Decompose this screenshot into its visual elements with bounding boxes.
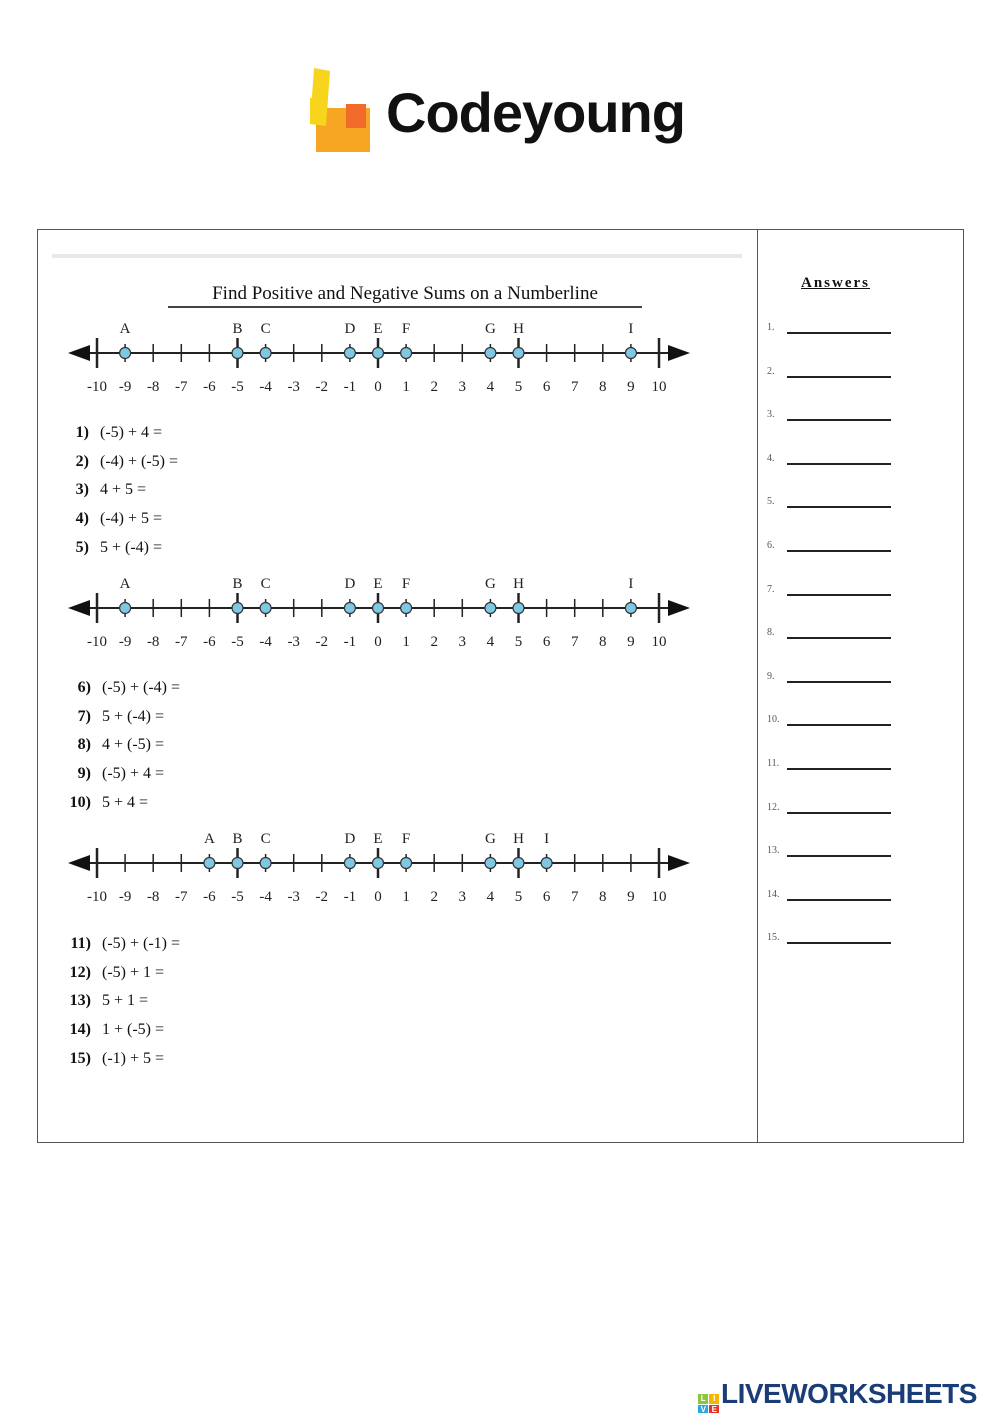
point-marker bbox=[401, 603, 412, 614]
problem-number: 13) bbox=[69, 992, 91, 1010]
tick-label: -9 bbox=[118, 889, 132, 905]
problem bbox=[64, 736, 164, 754]
problem bbox=[64, 424, 162, 442]
tick-label: -1 bbox=[343, 889, 357, 905]
tick-label: 7 bbox=[570, 634, 579, 650]
codeyoung-logo bbox=[308, 68, 698, 168]
answer-number: 2. bbox=[767, 365, 775, 377]
tick-label: -10 bbox=[87, 379, 107, 395]
problem-number: 14) bbox=[69, 1021, 91, 1039]
problem-number: 12) bbox=[69, 963, 91, 981]
point-label: I bbox=[628, 576, 634, 592]
answer-number: 3. bbox=[767, 409, 775, 421]
codeyoung-logo-text: Codeyoung bbox=[386, 81, 685, 144]
tick-label: -4 bbox=[259, 634, 272, 650]
answer-number: 8. bbox=[767, 627, 775, 639]
point-label: A bbox=[203, 831, 215, 847]
point-marker bbox=[513, 858, 524, 869]
answer-number: 7. bbox=[767, 583, 775, 595]
tick-label: -10 bbox=[87, 634, 107, 650]
point-label: B bbox=[232, 321, 243, 337]
tick-label: -7 bbox=[175, 634, 188, 650]
answer-number: 14. bbox=[767, 888, 780, 900]
problem-expression: 4 + 5 = bbox=[100, 481, 147, 499]
answer-row bbox=[767, 845, 897, 865]
point-marker bbox=[120, 603, 131, 614]
tick-label: -2 bbox=[315, 379, 329, 395]
point-marker bbox=[232, 858, 243, 869]
tick-label: -3 bbox=[287, 379, 300, 395]
point-label: G bbox=[484, 576, 496, 592]
answer-row bbox=[767, 453, 897, 473]
answer-row bbox=[767, 714, 897, 734]
problem-number: 4) bbox=[75, 510, 89, 528]
problem-number: 11) bbox=[70, 935, 91, 952]
number-line bbox=[0, 820, 757, 910]
arrow-left-icon bbox=[68, 855, 90, 871]
tick-label: -3 bbox=[287, 889, 300, 905]
answer-row bbox=[767, 932, 897, 952]
answer-number: 13. bbox=[767, 845, 780, 857]
problem bbox=[64, 992, 148, 1010]
arrow-right-icon bbox=[668, 600, 690, 616]
point-label: C bbox=[260, 321, 271, 337]
answer-number: 12. bbox=[767, 801, 780, 813]
problem-expression: (-4) + (-5) = bbox=[100, 452, 179, 470]
tick-label: -1 bbox=[343, 379, 357, 395]
codeyoung-logo-icon bbox=[308, 68, 370, 152]
point-marker bbox=[373, 348, 384, 359]
answer-blank[interactable] bbox=[787, 812, 891, 814]
tick-label: 5 bbox=[514, 889, 523, 905]
point-label: C bbox=[260, 831, 271, 847]
answers-heading: Answers bbox=[801, 275, 870, 291]
problem-number: 9) bbox=[77, 765, 91, 783]
tick-label: 0 bbox=[374, 379, 382, 395]
tick-label: -5 bbox=[231, 634, 244, 650]
number-line bbox=[0, 565, 757, 655]
tick-label: 9 bbox=[627, 889, 635, 905]
point-marker bbox=[232, 603, 243, 614]
answer-blank[interactable] bbox=[787, 419, 891, 421]
point-marker bbox=[541, 858, 552, 869]
tick-label: 9 bbox=[627, 379, 635, 395]
answer-blank[interactable] bbox=[787, 463, 891, 465]
problem-number: 15) bbox=[69, 1049, 91, 1067]
tick-label: 6 bbox=[542, 634, 551, 650]
point-label: B bbox=[232, 576, 243, 592]
tick-label: -6 bbox=[203, 889, 216, 905]
tick-label: 10 bbox=[651, 634, 667, 650]
tick-label: 5 bbox=[514, 379, 523, 395]
tick-label: 2 bbox=[430, 379, 438, 395]
point-label: F bbox=[401, 321, 411, 337]
point-label: D bbox=[344, 576, 356, 592]
number-line bbox=[0, 310, 757, 400]
tick-label: -2 bbox=[315, 889, 329, 905]
tick-label: 0 bbox=[374, 634, 382, 650]
point-marker bbox=[625, 348, 636, 359]
problem-expression: (-5) + (-4) = bbox=[102, 679, 181, 696]
point-marker bbox=[232, 348, 243, 359]
tick-label: 7 bbox=[570, 379, 579, 395]
problem-number: 8) bbox=[77, 736, 91, 754]
tick-label: 10 bbox=[651, 379, 667, 395]
point-label: F bbox=[401, 576, 411, 592]
answer-blank[interactable] bbox=[787, 637, 891, 639]
point-label: E bbox=[373, 576, 383, 592]
tick-label: -8 bbox=[146, 379, 160, 395]
answer-blank[interactable] bbox=[787, 855, 891, 857]
answer-row bbox=[767, 366, 897, 386]
tick-label: -7 bbox=[175, 889, 188, 905]
tick-label: -9 bbox=[118, 634, 132, 650]
problem-number: 1) bbox=[75, 424, 89, 441]
answer-row bbox=[767, 889, 897, 909]
point-marker bbox=[401, 858, 412, 869]
tick-label: 1 bbox=[402, 634, 410, 650]
answer-row bbox=[767, 322, 897, 342]
tick-label: 5 bbox=[514, 634, 523, 650]
point-label: E bbox=[373, 321, 383, 337]
problem-expression: (-5) + 4 = bbox=[102, 765, 165, 783]
answer-blank[interactable] bbox=[787, 899, 891, 901]
problem-expression: (-5) + 1 = bbox=[102, 963, 165, 981]
problem-number: 7) bbox=[77, 707, 91, 725]
point-marker bbox=[485, 348, 496, 359]
tick-label: 1 bbox=[402, 379, 410, 395]
point-marker bbox=[513, 348, 524, 359]
tick-label: 2 bbox=[430, 889, 438, 905]
answer-blank[interactable] bbox=[787, 594, 891, 596]
arrow-left-icon bbox=[68, 600, 90, 616]
problem-number: 6) bbox=[77, 679, 91, 696]
liveworksheets-text: LIVEWORKSHEETS bbox=[721, 1378, 977, 1409]
problem bbox=[64, 510, 162, 528]
answer-blank[interactable] bbox=[787, 768, 891, 770]
problem-expression: 4 + (-5) = bbox=[102, 736, 165, 754]
problem-expression: (-1) + 5 = bbox=[102, 1049, 165, 1067]
liveworksheets-badge-icon: L I V E bbox=[698, 1394, 719, 1413]
answer-blank[interactable] bbox=[787, 942, 891, 944]
point-label: E bbox=[373, 831, 383, 847]
point-label: D bbox=[344, 831, 356, 847]
problem bbox=[64, 964, 164, 982]
point-marker bbox=[401, 348, 412, 359]
point-label: I bbox=[544, 831, 550, 847]
problem bbox=[64, 1050, 164, 1068]
tick-label: -4 bbox=[259, 889, 272, 905]
problem bbox=[64, 481, 146, 499]
point-marker bbox=[344, 603, 355, 614]
tick-label: 3 bbox=[458, 889, 467, 905]
tick-label: -6 bbox=[203, 379, 216, 395]
tick-label: 4 bbox=[486, 889, 495, 905]
answer-blank[interactable] bbox=[787, 681, 891, 683]
answer-row bbox=[767, 671, 897, 691]
tick-label: 3 bbox=[458, 634, 467, 650]
answer-row bbox=[767, 540, 897, 560]
point-marker bbox=[260, 858, 271, 869]
point-marker bbox=[373, 603, 384, 614]
problem bbox=[64, 539, 162, 557]
problem-expression: (-4) + 5 = bbox=[100, 510, 163, 528]
answer-blank[interactable] bbox=[787, 506, 891, 508]
tick-label: -5 bbox=[231, 379, 244, 395]
point-label: H bbox=[513, 576, 524, 592]
tick-label: -10 bbox=[87, 889, 107, 905]
answer-row bbox=[767, 584, 897, 604]
tick-label: 0 bbox=[374, 889, 382, 905]
point-label: A bbox=[119, 576, 131, 592]
problem bbox=[64, 794, 148, 812]
tick-label: -1 bbox=[343, 634, 357, 650]
point-marker bbox=[344, 858, 355, 869]
tick-label: -3 bbox=[287, 634, 300, 650]
tick-label: -2 bbox=[315, 634, 329, 650]
tick-label: -5 bbox=[231, 889, 244, 905]
point-marker bbox=[485, 858, 496, 869]
worksheet-title: Find Positive and Negative Sums on a Numberline bbox=[168, 283, 642, 308]
point-label: D bbox=[344, 321, 356, 337]
problem bbox=[64, 765, 164, 783]
point-marker bbox=[344, 348, 355, 359]
problem bbox=[64, 453, 178, 471]
problem-number: 2) bbox=[75, 452, 89, 470]
liveworksheets-logo bbox=[698, 1378, 977, 1413]
problem bbox=[64, 708, 164, 726]
tick-label: -7 bbox=[175, 379, 188, 395]
arrow-left-icon bbox=[68, 345, 90, 361]
point-marker bbox=[485, 603, 496, 614]
problem-expression: (-5) + (-1) = bbox=[102, 935, 181, 952]
problem bbox=[64, 679, 180, 697]
answer-number: 6. bbox=[767, 540, 775, 551]
point-marker bbox=[260, 348, 271, 359]
tick-label: 10 bbox=[651, 889, 667, 905]
tick-label: 2 bbox=[430, 634, 438, 650]
problem-expression: 5 + (-4) = bbox=[100, 538, 163, 556]
tick-label: -8 bbox=[146, 634, 160, 650]
tick-label: -8 bbox=[146, 889, 160, 905]
scan-edge bbox=[52, 254, 742, 258]
tick-label: 3 bbox=[458, 379, 467, 395]
point-label: G bbox=[484, 831, 496, 847]
answer-row bbox=[767, 496, 897, 516]
answer-number: 5. bbox=[767, 496, 775, 508]
tick-label: 9 bbox=[627, 634, 635, 650]
tick-label: 8 bbox=[599, 634, 607, 650]
answer-row bbox=[767, 409, 897, 429]
point-marker bbox=[513, 603, 524, 614]
point-label: B bbox=[232, 831, 243, 847]
answer-row bbox=[767, 627, 897, 647]
answer-number: 10. bbox=[767, 714, 780, 726]
point-label: F bbox=[401, 831, 411, 847]
point-marker bbox=[260, 603, 271, 614]
problem-expression: 1 + (-5) = bbox=[102, 1021, 165, 1039]
answer-number: 4. bbox=[767, 452, 775, 464]
point-label: H bbox=[513, 831, 524, 847]
point-marker bbox=[120, 348, 131, 359]
point-label: A bbox=[119, 321, 131, 337]
problem-expression: 5 + 1 = bbox=[102, 992, 149, 1010]
point-marker bbox=[625, 603, 636, 614]
tick-label: -6 bbox=[203, 634, 216, 650]
point-marker bbox=[373, 858, 384, 869]
problem bbox=[64, 1021, 164, 1039]
problem-number: 5) bbox=[75, 538, 89, 556]
answer-row bbox=[767, 758, 897, 778]
answer-blank[interactable] bbox=[787, 376, 891, 378]
tick-label: 4 bbox=[486, 634, 495, 650]
answer-number: 9. bbox=[767, 670, 775, 682]
answers-divider bbox=[757, 229, 758, 1142]
tick-label: 6 bbox=[542, 889, 551, 905]
point-label: H bbox=[513, 321, 524, 337]
tick-label: 8 bbox=[599, 379, 607, 395]
tick-label: 1 bbox=[402, 889, 410, 905]
problem-expression: 5 + (-4) = bbox=[102, 707, 165, 725]
arrow-right-icon bbox=[668, 345, 690, 361]
problem bbox=[64, 935, 180, 953]
problem-number: 3) bbox=[75, 481, 89, 499]
tick-label: 7 bbox=[570, 889, 579, 905]
tick-label: 6 bbox=[542, 379, 551, 395]
tick-label: 4 bbox=[486, 379, 495, 395]
answer-blank[interactable] bbox=[787, 550, 891, 552]
point-label: C bbox=[260, 576, 271, 592]
point-label: G bbox=[484, 321, 496, 337]
point-label: I bbox=[628, 321, 634, 337]
answer-blank[interactable] bbox=[787, 724, 891, 726]
answer-number: 1. bbox=[767, 322, 775, 333]
problem-expression: (-5) + 4 = bbox=[100, 424, 163, 441]
answer-number: 15. bbox=[767, 932, 780, 944]
point-marker bbox=[204, 858, 215, 869]
answer-row bbox=[767, 802, 897, 822]
answer-number: 11. bbox=[767, 758, 780, 769]
arrow-right-icon bbox=[668, 855, 690, 871]
tick-label: -9 bbox=[118, 379, 132, 395]
problem-number: 10) bbox=[69, 793, 91, 811]
answer-blank[interactable] bbox=[787, 332, 891, 334]
tick-label: 8 bbox=[599, 889, 607, 905]
problem-expression: 5 + 4 = bbox=[102, 793, 149, 811]
tick-label: -4 bbox=[259, 379, 272, 395]
